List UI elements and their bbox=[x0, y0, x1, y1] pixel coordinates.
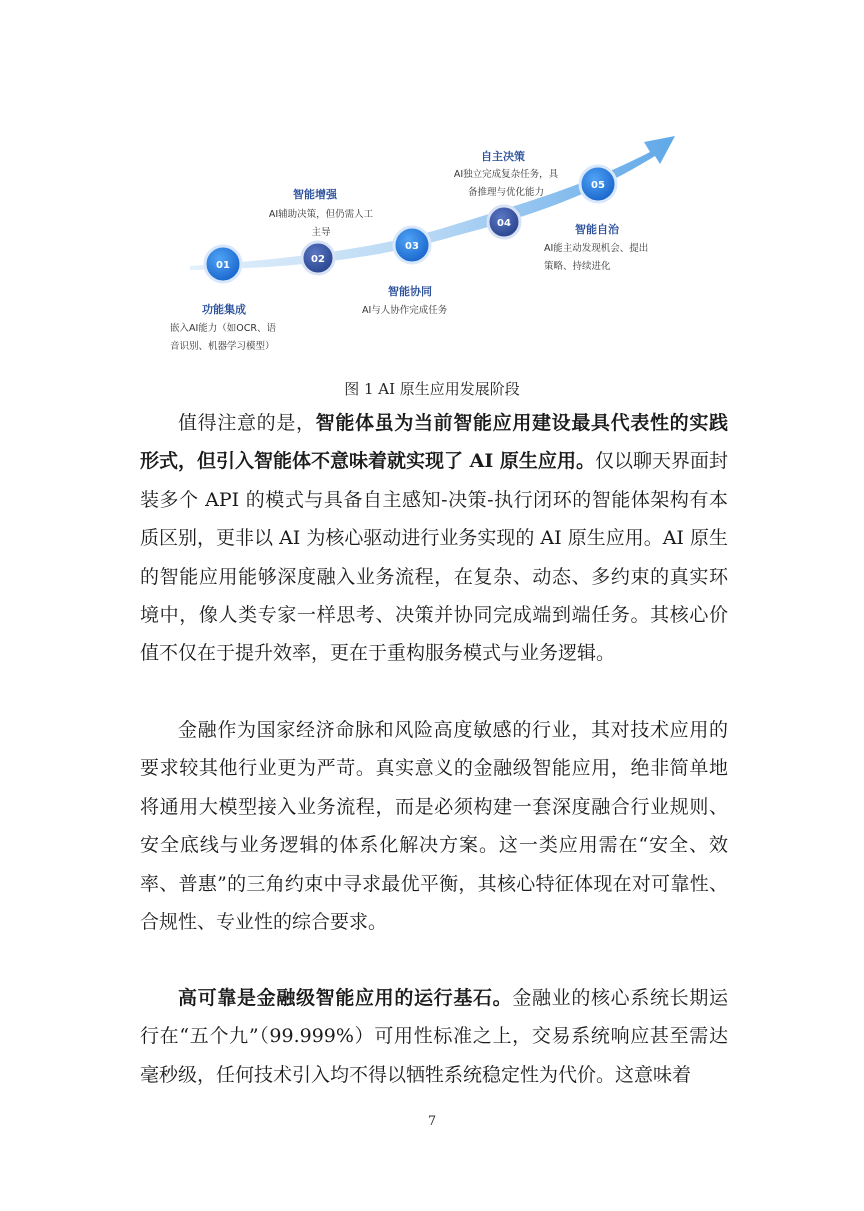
stage-node-04 bbox=[488, 206, 520, 238]
stage-desc-line: 音识别、机器学习模型） bbox=[170, 341, 275, 352]
development-stages-figure bbox=[150, 118, 730, 388]
stage-title-01: 功能集成 bbox=[202, 303, 246, 316]
p3-bold: 高可靠是金融级智能应用的运行基石。 bbox=[178, 987, 513, 1009]
stage-desc-line: 备推理与优化能力 bbox=[467, 187, 544, 198]
stage-title-04: 自主决策 bbox=[481, 150, 525, 163]
stage-desc-02 bbox=[262, 206, 380, 242]
p1-lead: 值得注意的是， bbox=[178, 412, 316, 434]
p1-bold: 智能体虽为当前智能应用建设最具代表性的实践形式，但引入智能体不意味着就实现了 AI 原生应用。 bbox=[140, 412, 728, 473]
stage-node-05 bbox=[580, 166, 616, 202]
stage-desc-line: AI与人协作完成任务 bbox=[362, 305, 448, 316]
stage-desc-03 bbox=[362, 302, 447, 320]
paragraph-1 bbox=[140, 404, 728, 673]
stage-node-02 bbox=[302, 242, 334, 274]
stage-number: 03 bbox=[405, 241, 419, 252]
p1-rest: 仅以聊天界面封装多个 API 的模式与具备自主感知-决策-执行闭环的智能体架构有本质区别，更非以 AI 为核心驱动进行业务实现的 AI 原生应用。AI 原生的智能应用能够深度融入业务流程，在复杂、动态、多约束的真实环境中，像人类专家一样思考、决策并协同完成端到端任务。其核心价值不仅在于提升效率，更在于重构服务模式与业务逻辑。 bbox=[140, 450, 728, 665]
stage-desc-line: 嵌入AI能力（如OCR、语 bbox=[170, 323, 277, 334]
figure-caption: 图 1 AI 原生应用发展阶段 bbox=[344, 380, 520, 398]
stage-desc-line: AI辅助决策，但仍需人工 bbox=[268, 209, 374, 220]
stage-number: 02 bbox=[311, 254, 325, 265]
stage-desc-line: 策略、持续进化 bbox=[544, 261, 611, 272]
paragraph-2 bbox=[140, 711, 728, 941]
stage-desc-01 bbox=[170, 320, 276, 356]
stage-desc-05 bbox=[544, 240, 648, 276]
p2-text: 金融作为国家经济命脉和风险高度敏感的行业，其对技术应用的要求较其他行业更为严苛。真实意义的金融级智能应用，绝非简单地将通用大模型接入业务流程，而是必须构建一套深度融合行业规则、安全底线与业务逻辑的体系化解决方案。这一类应用需在“安全、效率、普惠”的三角约束中寻求最优平衡，其核心特征体现在对可靠性、合规性、专业性的综合要求。 bbox=[140, 719, 728, 934]
stage-desc-line: AI独立完成复杂任务，具 bbox=[453, 169, 559, 180]
stage-desc-04 bbox=[448, 166, 564, 202]
stage-desc-line: 主导 bbox=[311, 227, 331, 238]
p3-rest: 金融业的核心系统长期运行在“五个九”（99.999%）可用性标准之上，交易系统响应甚至需达毫秒级，任何技术引入均不得以牺牲系统稳定性为代价。这意味着 bbox=[140, 987, 728, 1086]
stage-node-03 bbox=[394, 227, 430, 263]
stage-number: 01 bbox=[216, 260, 230, 271]
stage-number: 05 bbox=[591, 180, 605, 191]
paragraph-3 bbox=[140, 979, 728, 1094]
stage-title-02: 智能增强 bbox=[293, 188, 337, 201]
stage-title-05: 智能自治 bbox=[575, 223, 619, 236]
stage-number: 04 bbox=[497, 218, 511, 229]
stage-node-01 bbox=[205, 246, 241, 282]
page-number: 7 bbox=[427, 1114, 437, 1129]
stage-title-03: 智能协同 bbox=[388, 285, 432, 298]
stage-desc-line: AI能主动发现机会、提出 bbox=[544, 243, 649, 254]
